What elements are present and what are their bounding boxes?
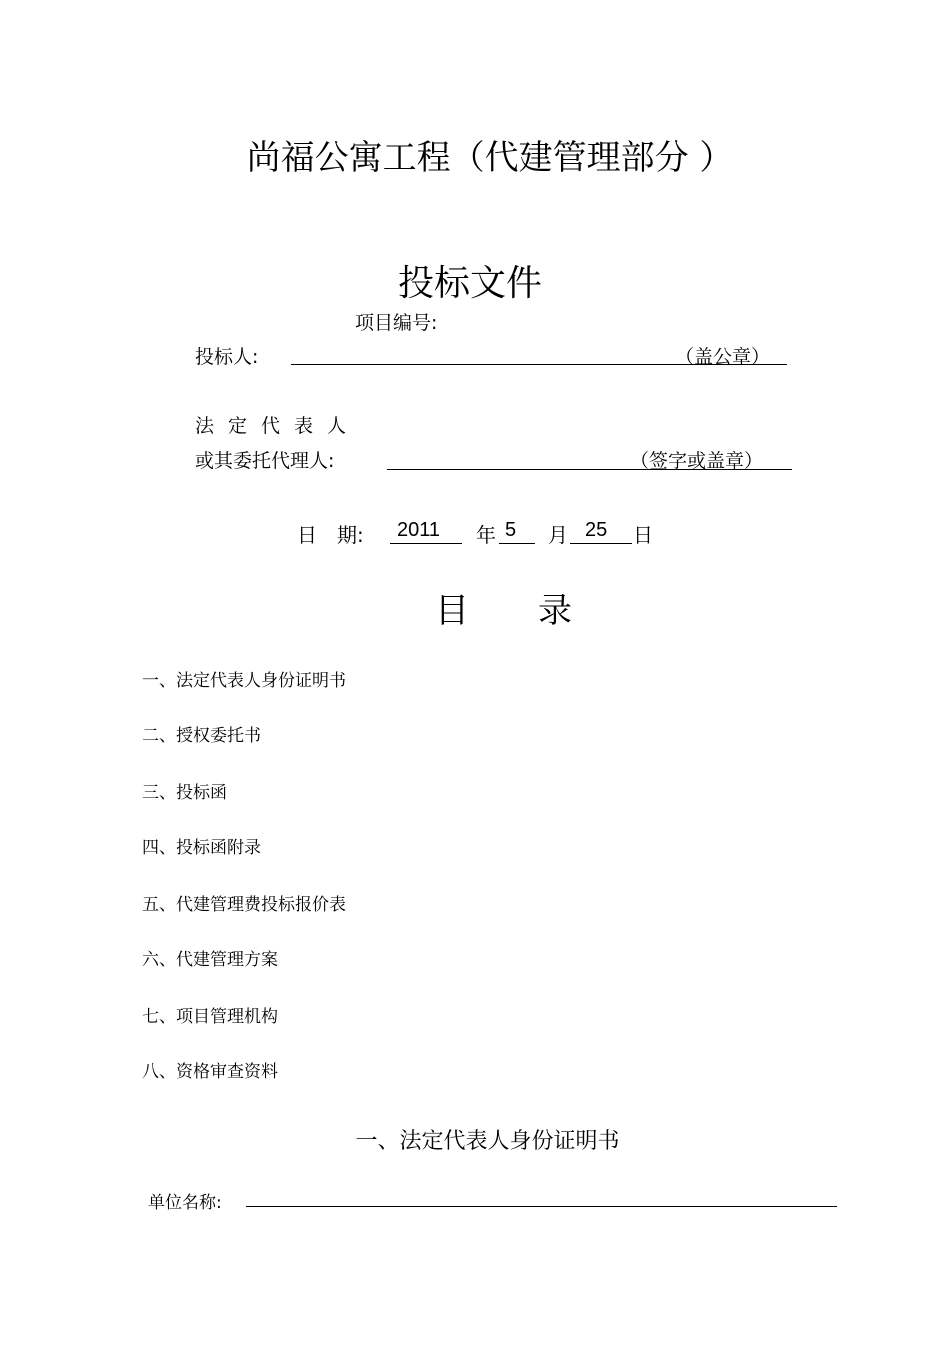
unit-name-line[interactable] (246, 1206, 837, 1207)
toc-item[interactable]: 七、项目管理机构 (142, 1007, 278, 1027)
date-day-unit: 日 (633, 523, 653, 547)
date-month-unit: 月 (548, 523, 568, 547)
toc-title-right: 录 (538, 591, 572, 631)
toc-item[interactable]: 八、资格审查资料 (142, 1062, 278, 1082)
date-month: 5 (505, 519, 517, 541)
project-number-label: 项目编号: (355, 312, 438, 334)
date-year: 2011 (397, 519, 441, 541)
toc-item[interactable]: 六、代建管理方案 (142, 950, 278, 970)
agent-label: 或其委托代理人: (195, 450, 335, 472)
date-day-line[interactable] (570, 543, 632, 544)
unit-name-label: 单位名称: (148, 1193, 222, 1213)
section-heading: 一、法定代表人身份证明书 (355, 1129, 620, 1154)
bidder-label: 投标人: (195, 346, 259, 368)
date-day: 25 (585, 519, 608, 541)
bidder-seal-note: （盖公章） (675, 346, 771, 368)
date-month-line[interactable] (499, 543, 535, 544)
legal-representative-label: 法定代表人 (195, 415, 361, 437)
toc-item[interactable]: 一、法定代表人身份证明书 (142, 671, 346, 691)
date-label: 日 期: (297, 523, 364, 547)
date-year-unit: 年 (476, 523, 496, 547)
toc-title-left: 目 (435, 591, 469, 631)
project-title: 尚福公寓工程（代建管理部分 ） (246, 138, 734, 178)
agent-sign-note: （签字或盖章） (630, 450, 764, 472)
document-title: 投标文件 (397, 263, 542, 304)
date-year-line[interactable] (390, 543, 462, 544)
toc-item[interactable]: 五、代建管理费投标报价表 (142, 895, 346, 915)
toc-item[interactable]: 三、投标函 (142, 783, 227, 803)
toc-item[interactable]: 四、投标函附录 (142, 838, 261, 858)
toc-item[interactable]: 二、授权委托书 (142, 726, 261, 746)
